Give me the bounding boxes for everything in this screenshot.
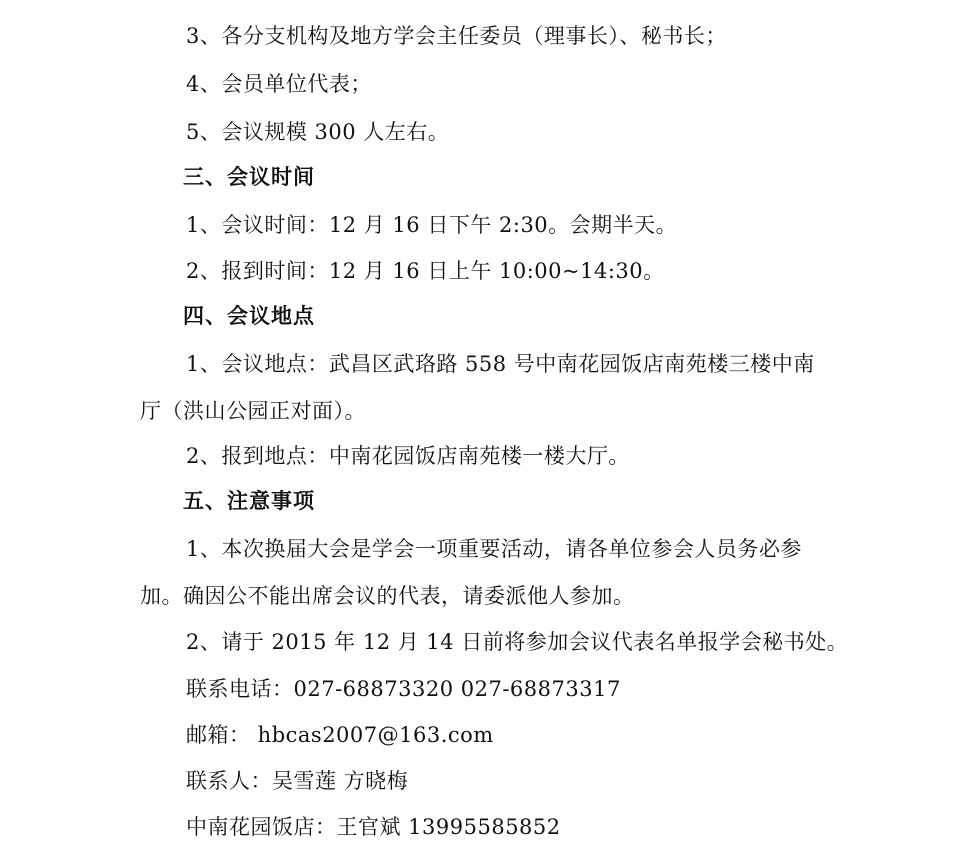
contact-email: 邮箱： hbcas2007@163.com (186, 723, 494, 747)
contact-phone: 联系电话：027-68873320 027-68873317 (186, 677, 621, 701)
notes-item-1: 1、本次换届大会是学会一项重要活动，请各单位参会人员务必参 (186, 537, 802, 561)
section-heading-notes: 五、注意事项 (183, 488, 315, 513)
attendee-item-4: 4、会员单位代表； (186, 72, 372, 96)
attendee-item-3: 3、各分支机构及地方学会主任委员（理事长）、秘书长； (186, 24, 727, 48)
meeting-location-item-2: 2、报到地点：中南花园饭店南苑楼一楼大厅。 (186, 444, 630, 468)
meeting-location-item-1-cont: 厅（洪山公园正对面）。 (140, 399, 366, 423)
section-heading-meeting-time: 三、会议时间 (183, 164, 315, 189)
contact-persons: 联系人：吴雪莲 方晓梅 (186, 769, 409, 793)
notes-item-2: 2、请于 2015 年 12 月 14 日前将参加会议代表名单报学会秘书处。 (186, 630, 849, 654)
meeting-time-item-2: 2、报到时间：12 月 16 日上午 10:00~14:30。 (186, 259, 665, 283)
meeting-time-item-1: 1、会议时间：12 月 16 日下午 2:30。会期半天。 (186, 213, 678, 237)
section-heading-meeting-location: 四、会议地点 (183, 303, 315, 328)
notes-item-1-cont: 加。确因公不能出席会议的代表，请委派他人参加。 (140, 584, 635, 608)
attendee-item-5: 5、会议规模 300 人左右。 (186, 120, 450, 144)
meeting-location-item-1: 1、会议地点：武昌区武珞路 558 号中南花园饭店南苑楼三楼中南 (186, 352, 815, 376)
hotel-contact: 中南花园饭店：王官斌 13995585852 (186, 815, 561, 839)
